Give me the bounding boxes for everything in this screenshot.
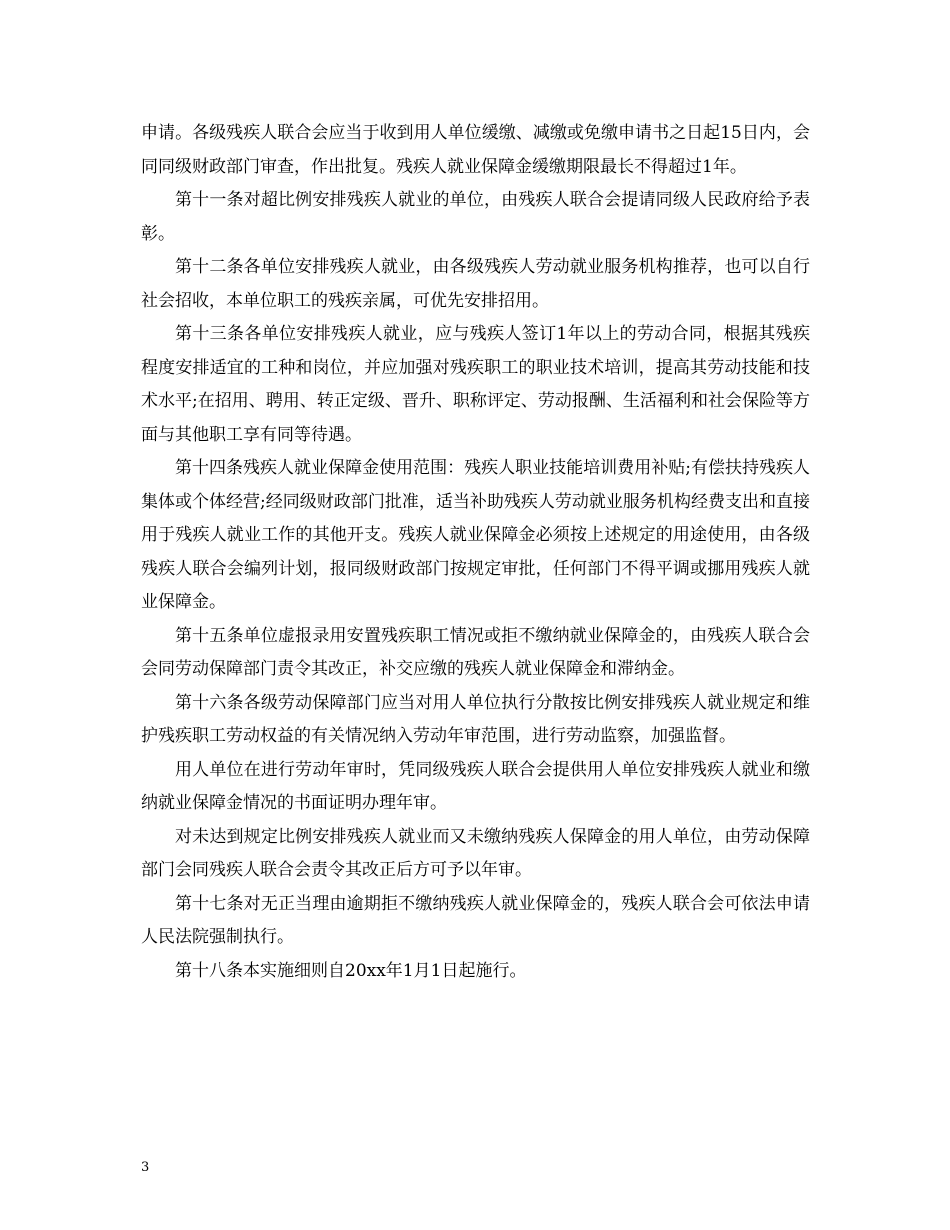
paragraph-continuation: 申请。各级残疾人联合会应当于收到用人单位缓缴、减缴或免缴申请书之日起15日内，会同同级财政部门审查，作出批复。残疾人就业保障金缓缴期限最长不得超过1年。 — [141, 123, 810, 177]
paragraph-article-18: 第十八条本实施细则自20xx年1月1日起施行。 — [175, 960, 527, 981]
paragraph-article-14: 第十四条残疾人就业保障金使用范围：残疾人职业技能培训费用补贴;有偿扶持残疾人集体或个体经营;经同级财政部门批准，适当补助残疾人劳动就业服务机构经费支出和直接用于残疾人就业工作的其他开支。残疾人就业保障金必须按上述规定的用途使用，由各级残疾人联合会编列计划，报同级财政部门按规定审批，任何部门不得平调或挪用残疾人就业保障金。 — [141, 458, 810, 612]
paragraph-annual-review: 用人单位在进行劳动年审时，凭同级残疾人联合会提供用人单位安排残疾人就业和缴纳就业保障金情况的书面证明办理年审。 — [141, 759, 810, 813]
paragraph-noncompliance: 对未达到规定比例安排残疾人就业而又未缴纳残疾人保障金的用人单位，由劳动保障部门会同残疾人联合会责令其改正后方可予以年审。 — [141, 826, 810, 880]
paragraph-article-15: 第十五条单位虚报录用安置残疾职工情况或拒不缴纳就业保障金的，由残疾人联合会会同劳动保障部门责令其改正，补交应缴的残疾人就业保障金和滞纳金。 — [141, 625, 810, 679]
paragraph-article-12: 第十二条各单位安排残疾人就业，由各级残疾人劳动就业服务机构推荐，也可以自行社会招收，本单位职工的残疾亲属，可优先安排招用。 — [141, 257, 810, 311]
paragraph-article-16: 第十六条各级劳动保障部门应当对用人单位执行分散按比例安排残疾人就业规定和维护残疾职工劳动权益的有关情况纳入劳动年审范围，进行劳动监察，加强监督。 — [141, 692, 810, 746]
page-number: 3 — [141, 1160, 150, 1175]
paragraph-article-13: 第十三条各单位安排残疾人就业，应与残疾人签订1年以上的劳动合同，根据其残疾程度安排适宜的工种和岗位，并应加强对残疾职工的职业技术培训，提高其劳动技能和技术水平;在招用、聘用、转正定级、晋升、职称评定、劳动报酬、生活福利和社会保险等方面与其他职工享有同等待遇。 — [141, 324, 810, 445]
paragraph-article-11: 第十一条对超比例安排残疾人就业的单位，由残疾人联合会提请同级人民政府给予表彰。 — [141, 190, 810, 244]
paragraph-article-17: 第十七条对无正当理由逾期拒不缴纳残疾人就业保障金的，残疾人联合会可依法申请人民法院强制执行。 — [141, 893, 810, 947]
document-body — [141, 117, 810, 988]
